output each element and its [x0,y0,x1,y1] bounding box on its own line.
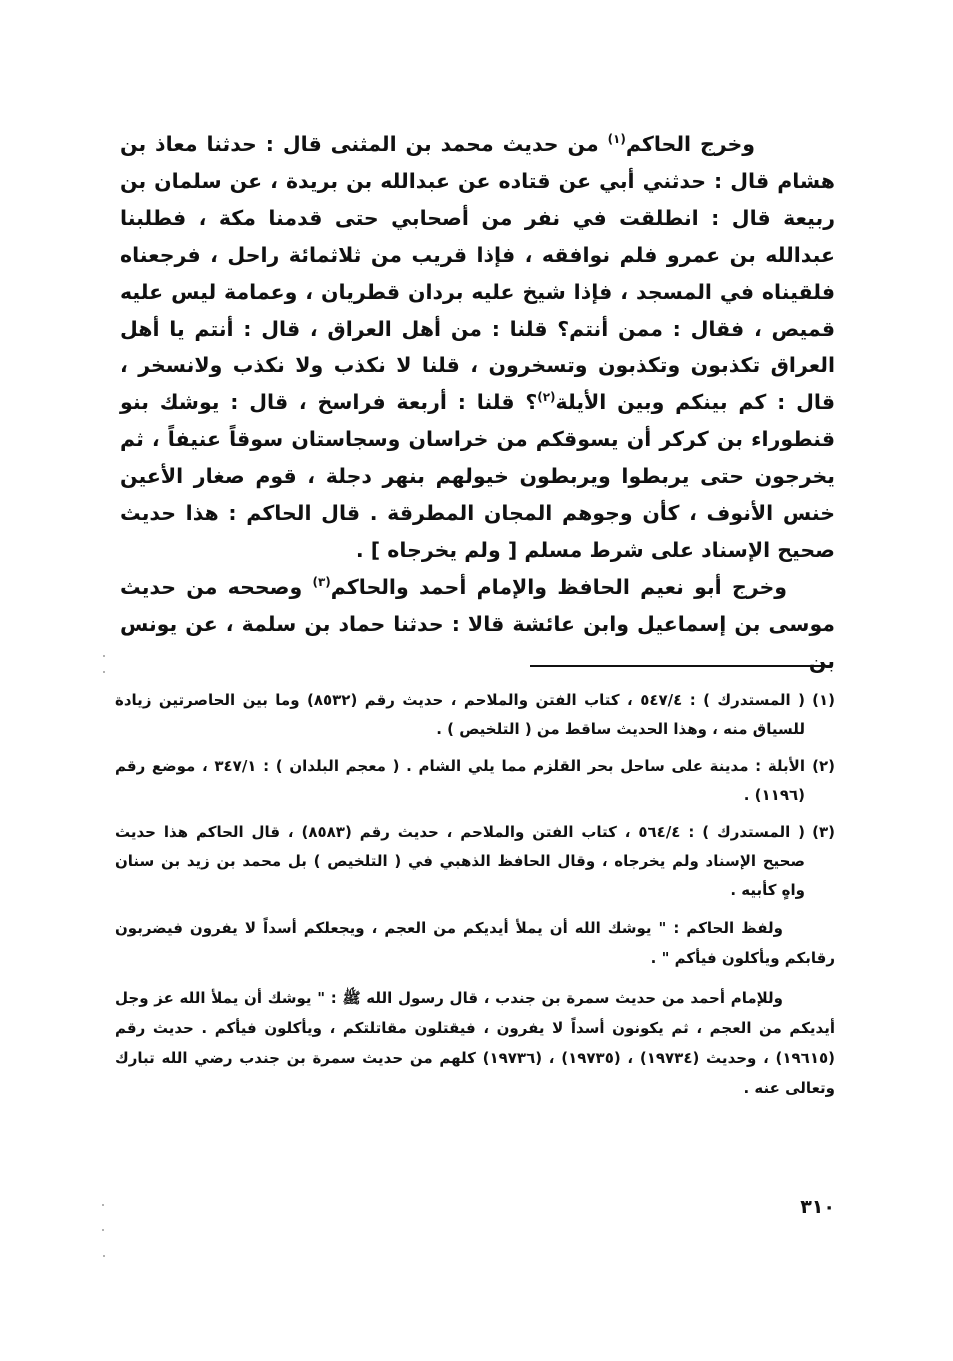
footnote-2-text: الأبلة : مدينة على ساحل بحر القلزم مما يلي الشام . ( معجم البلدان ) : ٣٤٧/١ ، موضع رقم (١١٩٦) . [115,757,805,804]
footnote-2 [115,752,835,810]
footnote-separator [530,665,830,667]
footnote-ref-3: (٣) [312,575,331,590]
footnote-ahmad-narration: وللإمام أحمد من حديث سمرة بن جندب ، قال رسول الله ﷺ : " يوشك أن يملأ الله عز وجل أيديكم من العجم ، ثم يكونون أسداً لا يفرون ، فيقتلون مقاتلتكم ، ويأكلون فيأكم . حديث رقم (١٩٦١٥) ، وحديث (١٩٧٣٤) ، (١٩٧٣٥) ، (١٩٧٣٦) كلهم من حديث سمرة بن جندب رضي الله تبارك وتعالى عنه . [115,989,835,1097]
footnote-hakim-wording: ولفظ الحاكم : " يوشك الله أن يملأ أيديكم من العجم ، ويجعلكم أسداً لا يفرون فيضربون رقابكم ويأكلون فيأكم " . [115,919,835,967]
main-text-body [120,126,835,680]
scan-speck [102,1204,104,1206]
footnote-3-text: ( المستدرك ) : ٥٦٤/٤ ، كتاب الفتن والملاحم ، حديث رقم (٨٥٨٣) ، قال الحاكم هذا حديث صحيح الإسناد ولم يخرجاه ، وقال الحافظ الذهبي في ( التلخيص ) بل محمد بن زيد بن سنان واهٍ كأبيه . [115,823,805,899]
footnote-1-text: ( المستدرك ) : ٥٤٧/٤ ، كتاب الفتن والملاحم ، حديث رقم (٨٥٣٢) وما بين الحاصرتين زيادة للسياق منه ، وهذا الحديث ساقط من ( التلخيص ) . [115,691,805,738]
page-number: ٣١٠ [800,1196,835,1218]
footnote-1-number: (١) [812,691,835,709]
paragraph-2-text-1: وخرج أبو نعيم الحافظ والإمام أحمد والحاكم [330,574,787,599]
scan-speck [103,655,105,657]
footnote-3 [115,818,835,905]
footnote-ref-1: (١) [607,132,626,147]
scan-speck [102,1229,104,1231]
paragraph-1-text-2: من حديث محمد بن المثنى قال : حدثنا معاذ بن هشام قال : حدثني أبي عن قتاده عن عبدالله بن بريدة ، عن سلمان بن ربيعة قال : انطلقت في نفر من أصحابي حتى قدمنا مكة ، فطلبنا عبدالله بن عمرو فلم نوافقه ، فإذا قريب من ثلاثمائة راحل ، فرجعناه فلقيناه في المسجد ، فإذا شيخ عليه بردان قطريان ، وعمامة ليس عليه قميص ، فقال : ممن أنتم؟ قلنا : من أهل العراق ، قال : أنتم يا أهل العراق تكذبون وتكذبون وتسخرون ، قلنا لا نكذب ولا نكذب ولانسخر ، قال : كم بينكم وبين الأيلة [120,132,835,415]
paragraph-1-text-3: ؟ قلنا : أربعة فراسخ ، قال : يوشك بنو قنطوراء بن كركر أن يسوقكم من خراسان وسجاستان سوقاً عنيفاً ، ثم يخرجون حتى يربطوا ويربطون خيولهم بنهر دجلة ، قوم صغار الأعين خنس الأنوف ، كأن وجوهم المجان المطرقة . قال الحاكم : هذا حديث صحيح الإسناد على شرط مسلم [ ولم يخرجاه ] . [120,390,835,562]
main-paragraph-1 [120,126,835,569]
paragraph-2-text-2: وصححه من حديث موسى بن إسماعيل وابن عائشة قالا : حدثنا حماد بن سلمة ، عن يونس بن [120,574,835,673]
scan-speck [103,671,105,673]
scan-speck [103,1255,105,1257]
main-paragraph-2 [120,569,835,680]
paragraph-1-text-1: وخرج الحاكم [625,132,756,156]
footnotes-section [115,686,835,1113]
footnote-1 [115,686,835,744]
footnote-ref-2: (٢) [537,390,556,405]
footnote-2-number: (٢) [812,757,835,775]
footnote-3-number: (٣) [812,823,835,841]
